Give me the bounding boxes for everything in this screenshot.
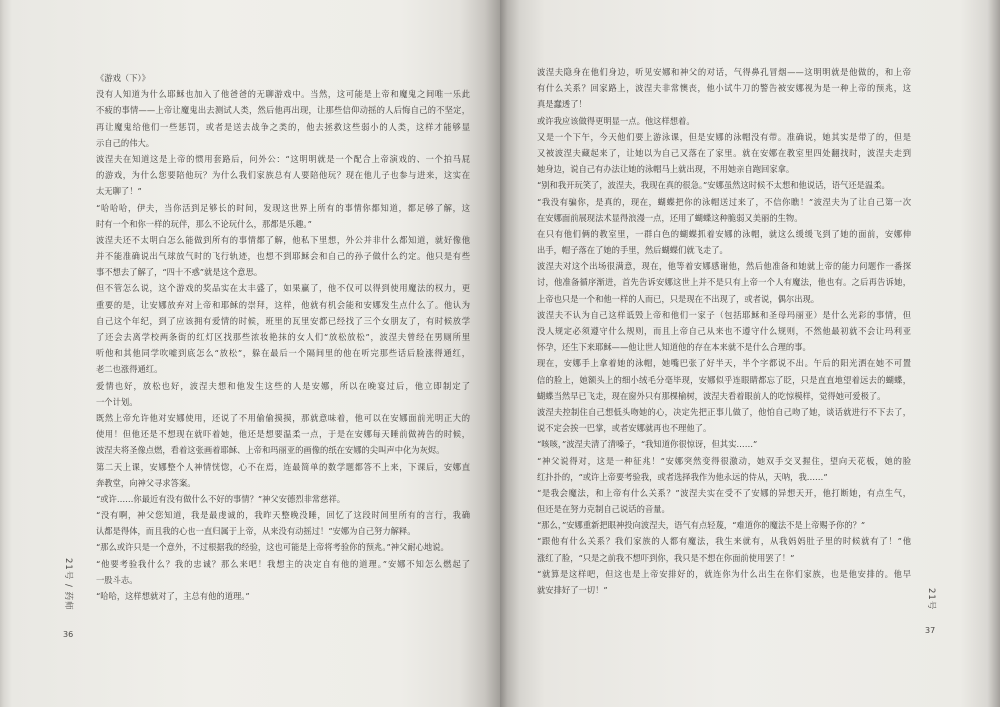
text-line: 出手，帽子落在了她的手里，然后蝴蝶们就飞走了。 [537,245,728,256]
paragraph [537,129,911,178]
text-line: “那么或许只是一个意外，不过根据我的经验，这也可能是上帝将考验你的预兆。”神父耐心地说。 [96,542,449,553]
paragraph [96,280,470,377]
paragraph [537,453,911,485]
text-line: 信的脸上，她额头上的细小绒毛分毫毕现，安娜似乎连眼睛都忘了眨，只是直直地望着远去的蝴蝶， [537,374,911,385]
paragraph [537,64,911,113]
text-line: 在安娜面前展现法术显得浪漫一点，还用了蝴蝶这种脆弱又美丽的生物。 [537,212,803,223]
text-line: “跟他有什么关系？我们家族的人都有魔法，我生来就有，从我妈妈肚子里的时候就有了！”他 [537,536,911,547]
paragraph [537,113,911,129]
text-line: 波涅夫控制住自己想低头吻她的心，决定先把正事儿做了，他怕自己吻了她，谈话就进行不下去了， [537,406,911,417]
right-issue-label: 21号 [926,588,936,611]
text-line: “哈哈哈，伊夫，当你活到足够长的时间，发现这世界上所有的事情你都知道，都足够了解，这 [96,202,470,213]
text-line: 了还会去离学校两条街的红灯区找那些浓妆艳抹的女人们“放松放松”，波涅夫曾经在男厕所里 [96,332,470,342]
text-line: 波涅夫在知道这是上帝的惯用套路后，问外公：“这明明就是一个配合上帝演戏的、一个拍马屁 [96,153,470,164]
text-line: “他要考验我什么？我的忠诚？那么来吧！我想主的决定自有他的道理。”安娜不知怎么燃起了 [96,558,470,569]
paragraph [96,459,470,491]
text-line: 波涅夫将圣像点燃，看着这张画着耶稣、上帝和玛丽亚的画像的纸在安娜的尖叫声中化为灰烬。 [96,445,445,456]
text-line: 波涅夫隐身在他们身边，听见安娜和神父的对话，气得鼻孔冒烟——这明明就是他做的，和上帝 [537,67,911,77]
paragraph [537,436,911,452]
text-line: “没有啊，神父您知道，我是最虔诚的，我昨天整晚没睡，回忆了这段时间里所有的言行，我确 [96,510,470,521]
paragraph [537,533,911,565]
text-line: “是我会魔法，和上帝有什么关系？”波涅夫实在受不了安娜的异想天开，他打断她，有点生气， [537,487,911,498]
text-line: 示自己的伟大。 [96,137,155,148]
paragraph [537,177,911,193]
text-line: “就算是这样吧，但这也是上帝安排好的，就连你为什么出生在你们家族，也是他安排的。他早 [537,568,911,579]
story-title: 《游戏（下）》 [96,73,150,83]
text-line: 现在，安娜手上拿着她的泳帽，她嘴巴张了好半天，半个字都说不出。午后的阳光洒在她不可置 [537,358,911,369]
text-line: “别和我开玩笑了，波涅夫，我现在真的很急。”安娜虽然这时候不太想和他说话，语气还是温柔。 [537,180,890,191]
left-issue-label: 21号 / 药师 [63,558,73,611]
paragraph [96,491,470,507]
right-page [500,0,1000,707]
text-line: 就安排好了一切！” [537,585,608,595]
text-line: 波涅夫对这个出场很满意，现在，他等着安娜感谢他，然后他准备和她就上帝的能力问题作一番探 [537,261,911,272]
text-line: 事不想去了解了，“四十不惑”就是这个意思。 [96,267,263,278]
text-line: 再让魔鬼给他们一些惩罚，或者是送去战争之类的，他去拯救这些弱小的人类，这样才能够显 [96,121,470,132]
paragraph [96,200,470,232]
text-line: 又是一个下午，今天他们要上游泳课，但是安娜的泳帽没有带。准确说，她其实是带了的，但是 [537,131,911,142]
text-line: 既然上帝允许他对安娜使用，还说了不用偷偷摸摸，那就意味着，他可以在安娜面前光明正大的 [96,412,470,423]
text-line: 有什么关系？回家路上，波涅夫非常懊丧，他小试牛刀的警告被安娜视为是一种上帝的预兆，这 [537,83,911,94]
text-line: 真是蠢透了！ [537,99,587,110]
text-line: 的游戏，为什么您要陪他玩？为什么我们家族总有人要陪他玩？现在他儿子也参与进来，这实在 [96,170,470,181]
paragraph [537,226,911,258]
text-line: 又被波涅夫藏起来了，让她以为自己又落在了家里。就在安娜在教室里四处翻找时，波涅夫走到 [537,147,911,158]
text-line: 波涅夫不认为自己这样诋毁上帝和他们一家子（包括耶稣和圣母玛丽亚）是什么光彩的事情，但 [537,309,911,320]
text-line: 但不管怎么说，这个游戏的奖品实在太丰盛了，如果赢了，他不仅可以得到使用魔法的权力，更 [96,283,470,294]
paragraph [537,485,911,517]
text-line: “咳咳，”波涅夫清了清嗓子，“我知道你很惊讶，但其实……” [537,439,758,450]
text-line: 使用！但他还是不想现在就吓着她，他还是想要温柔一点，于是在安娜每天睡前做祷告的时候， [96,429,470,440]
text-line: 一股斗志。 [96,574,138,585]
right-page-text-column [537,64,911,598]
paragraph [96,232,470,281]
text-line: “哈哈，这样想就对了，主总有他的道理。” [96,591,250,601]
text-line: 讨，他准备循序渐进，首先告诉安娜这世上并不是只有上帝一个人有魔法，他也有。之后再告诉她， [537,277,911,288]
text-line: 她身边，说自己有办法让她的泳帽马上就出现，不用她亲自跑回家拿。 [537,164,795,175]
paragraph [96,539,470,555]
text-line: 涨红了脸，“只是之前我不想吓到你，我只是不想在你面前使用罢了！” [537,552,795,563]
text-line: 时有一个和你一样的玩伴，那么不论玩什么，那都是乐趣。” [96,218,312,229]
text-line: 上帝也只是一个和他一样的人而已，只是现在不出现了，或者说，偶尔出现。 [537,293,820,304]
paragraph [537,566,911,598]
paragraph [96,410,470,459]
text-line: 重要的是，让安娜放弃对上帝和耶稣的崇拜，这样，他就有机会能和安娜发生点什么了。他认为 [96,299,470,310]
text-line: 爱情也好，放松也好，波涅夫想和他发生这些的人是安娜，所以在晚宴过后，他立即制定了 [96,380,470,391]
text-line: “那么，”安娜重新把眼神投向波涅夫，语气有点轻蔑，“难道你的魔法不是上帝赐予你的？” [537,520,866,531]
text-line: 红扑扑的，“或许上帝要考验我，或者选择我作为他永远的侍从，天呐，我……” [537,471,828,482]
paragraph [537,307,911,356]
text-line: 不疲的事情——上帝让魔鬼出去测试人类，然后他再出现，让那些信仰动摇的人后悔自己的不坚定， [96,105,470,116]
text-line: 蝴蝶当然早已飞走，现在窗外只有那棵榆树，波涅夫看着眼前人的吃惊模样，觉得她可爱极了。 [537,390,886,401]
paragraph [537,517,911,533]
text-line: 没人规定必须遵守什么规则，而且上帝自己从来也不遵守什么规则，不然他最初就不会让玛利亚 [537,326,911,336]
text-line: “或许……你最近有没有做什么不好的事情？”神父安德烈非常慈祥。 [96,493,346,504]
paragraph [537,404,911,436]
left-page-number: 36 [63,630,74,639]
paragraph [96,507,470,539]
text-line: 没有人知道为什么耶稣也加入了他爸爸的无聊游戏中。当然，这可能是上帝和魔鬼之间唯一乐此 [96,89,470,100]
paragraph [96,151,470,200]
left-page-text-column [96,70,470,604]
text-line: 说不定会挨一巴掌，或者安娜就再也不理他了。 [537,423,712,434]
text-line: 一个计划。 [96,396,138,407]
text-line: 第二天上课，安娜整个人神情恍惚，心不在焉，连最简单的数学题都答不上来，下课后，安娜直 [96,461,470,472]
text-line: “我没有骗你，是真的，现在，蝴蝶把你的泳帽送过来了，不信你瞧！”波涅夫为了让自己第一次 [537,196,911,207]
paragraph [96,378,470,410]
text-line: 听他和其他同学吹嘘到底怎么“放松”，躲在最后一个隔间里的他在听完那些话后脸涨得通红， [96,348,470,359]
paragraph [537,194,911,226]
right-page-number: 37 [925,626,936,635]
text-line: 但还是在努力克制自己说话的音量。 [537,504,670,515]
text-line: 太无聊了！” [96,186,142,197]
text-line: “神父说得对，这是一种征兆！”安娜突然变得很激动，她双手交叉握住，望向天花板，她的脸 [537,455,911,466]
text-line: 老二也涨得通红。 [96,364,163,375]
paragraph [96,588,470,604]
paragraph [537,355,911,404]
text-line: 奔教堂，向神父寻求答案。 [96,477,196,488]
text-line: 认都是得体，而且我的心也一直归属于上帝，从来没有动摇过！”安娜为自己努力解释。 [96,526,416,537]
text-line: 怀孕，还生下来耶稣——他让世人知道他的存在本来就不是什么合理的事。 [537,342,811,353]
text-line: 波涅夫还不太明白怎么能做到所有的事情都了解，他私下里想，外公并非什么都知道，就好像他 [96,234,470,245]
text-line: 或许我应该做得更明显一点。他这样想着。 [537,115,695,126]
text-line: 自己这个年纪，到了应该拥有爱情的时候，班里的瓦里安都已经找了三个女朋友了，有时候放学 [96,315,470,326]
paragraph [537,258,911,307]
paragraph [96,86,470,151]
paragraph [96,556,470,588]
text-line: 在只有他们俩的教室里，一群白色的蝴蝶抓着安娜的泳帽，就这么缓缓飞到了她的面前，安娜伸 [537,228,911,239]
text-line: 并不能准确说出气球放气时的飞行轨迹，也想不到耶稣会和自己的孙子做什么约定。他只是有些 [96,251,470,262]
